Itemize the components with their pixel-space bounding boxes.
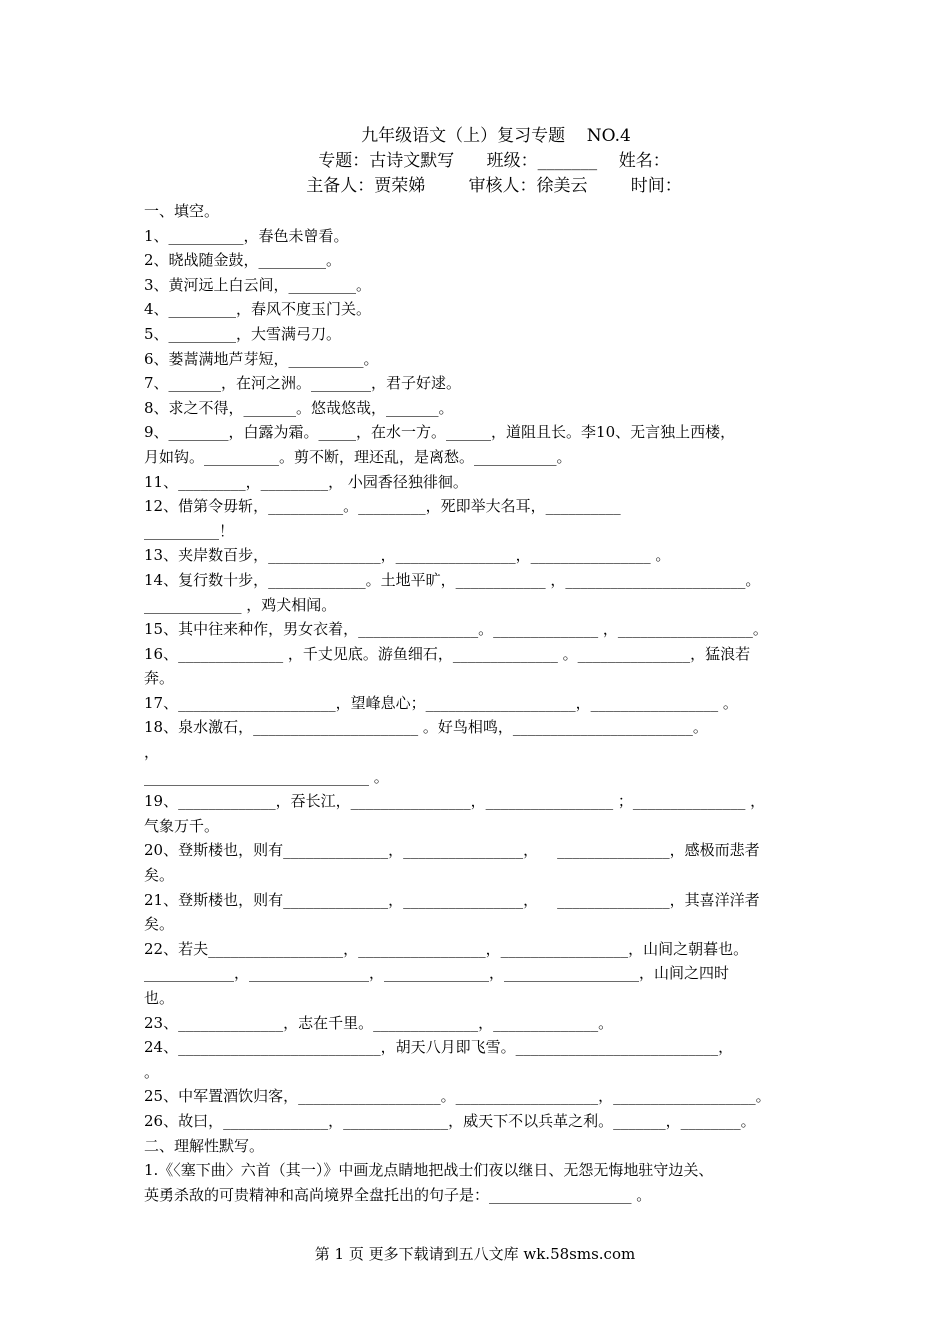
question-line: 矣。: [144, 915, 175, 934]
question-line: 奔。: [144, 669, 175, 688]
question-line: 24、___________________________，胡天八月即飞雪。___________________________，: [144, 1038, 734, 1057]
question-line: 9、________，白露为霜。_____，在水一方。______，道阻且长。李10、无言独上西楼，: [144, 423, 736, 442]
comprehension-question-list: [144, 1158, 808, 1207]
question-line: ____________，________________，______________，__________________，山间之四时: [144, 964, 730, 983]
question-line: 3、黄河远上白云间，_________。: [144, 275, 372, 294]
section-comprehension-heading: 二、理解性默写。: [144, 1136, 265, 1155]
question-line: 26、故曰，______________，______________，威天下不以兵革之利。_______，________。: [144, 1111, 756, 1130]
question-line: 1.《〈塞下曲〉六首（其一）》中画龙点睛地把战士们夜以继日、无怨无悔地驻守边关、: [144, 1161, 714, 1180]
question-line: 25、中军置酒饮归客，___________________。___________________，___________________。: [144, 1087, 771, 1106]
question-line: 19、_____________，吞长江，________________，_________________ ；_______________ ，: [144, 792, 766, 811]
question-line: 13、夹岸数百步，_______________，________________，________________ 。: [144, 546, 671, 565]
question-line: 2、晓战随金鼓，_________。: [144, 251, 342, 270]
question-line: 。: [144, 1062, 160, 1081]
worksheet-page: [144, 124, 808, 1207]
question-line: 18、泉水激石，______________________ 。好鸟相鸣，________________________。: [144, 718, 708, 737]
question-line: 6、蒌蒿满地芦芽短，__________。: [144, 349, 379, 368]
page-footer: 第 1 页 更多下载请到五八文库 wk.58sms.com: [314, 1245, 636, 1263]
staff-time-line: 主备人：贾荣娣 审核人：徐美云 时间：: [306, 176, 682, 196]
question-line: 也。: [144, 989, 175, 1007]
question-line: 16、______________ ，千丈见底。游鱼细石，______________ 。_______________，猛浪若: [144, 644, 751, 663]
question-line: 月如钩。__________。剪不断，理还乱，是离愁。___________。: [144, 447, 572, 466]
page-title: 九年级语文（上）复习专题 NO.4: [361, 126, 631, 146]
fill-in-question-list: [144, 224, 808, 1134]
section-fill-in-heading: 一、填空。: [144, 202, 220, 220]
question-line: 17、_____________________，望峰息心；____________________，_________________ 。: [144, 693, 738, 712]
question-line: _____________ ，鸡犬相闻。: [144, 595, 337, 614]
question-line: 15、其中往来种作，男女衣着，________________。______________ ，__________________。: [144, 620, 768, 639]
question-line: ______________________________ 。: [144, 767, 389, 786]
question-line: 14、复行数十步，_____________。土地平旷，____________ ，________________________。: [144, 570, 761, 589]
question-line: 气象万千。: [144, 816, 220, 835]
question-line: ，: [144, 743, 160, 762]
question-line: 12、借第令毋斩，__________。_________，死即举大名耳，__________: [144, 497, 621, 516]
question-line: 23、______________，志在千里。______________，______________。: [144, 1013, 614, 1032]
question-line: 矣。: [144, 866, 175, 885]
topic-class-name-line: 专题：古诗文默写 班级：_______ 姓名：: [318, 151, 670, 171]
question-line: 21、登斯楼也，则有______________，________________， _______________，其喜洋洋者: [144, 890, 760, 909]
question-line: 5、_________，大雪满弓刀。: [144, 324, 342, 343]
question-line: 英勇杀敌的可贵精神和高尚境界全盘托出的句子是：___________________ 。: [144, 1185, 652, 1204]
question-line: 7、_______，在河之洲。________，君子好逑。: [144, 374, 462, 393]
question-line: __________！: [144, 521, 235, 540]
question-line: 22、若夫__________________，_________________，_________________，山间之朝暮也。: [144, 939, 749, 958]
question-line: 4、_________，春风不度玉门关。: [144, 300, 372, 319]
question-line: 11、_________，_________， 小园香径独徘徊。: [144, 472, 468, 491]
question-line: 8、求之不得，_______。悠哉悠哉，_______。: [144, 398, 454, 417]
question-line: 1、__________，春色未曾看。: [144, 226, 349, 245]
question-line: 20、登斯楼也，则有______________，________________， _______________，感极而悲者: [144, 841, 760, 860]
